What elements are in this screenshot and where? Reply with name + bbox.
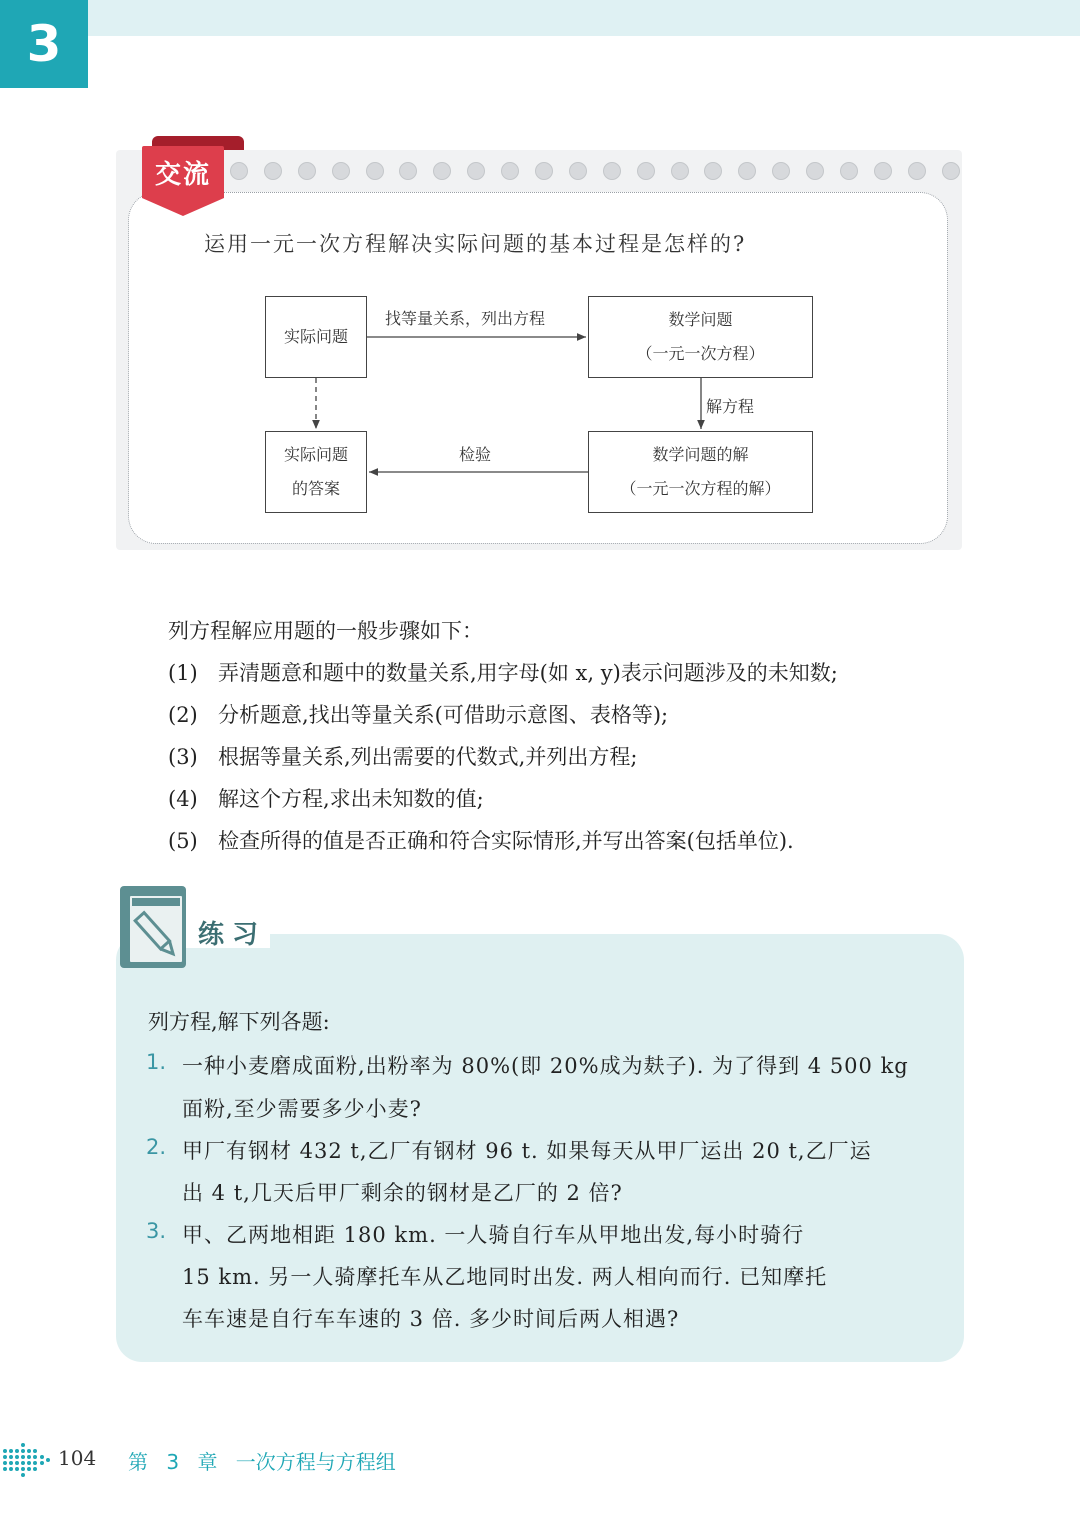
question-3-line: 车车速是自行车车速的 3 倍. 多少时间后两人相遇? xyxy=(182,1307,680,1331)
question-2-number: 2. xyxy=(146,1135,167,1159)
chapter-number-tab: 3 xyxy=(0,0,88,88)
step-number: (1) xyxy=(168,661,198,685)
practice-title: 练习 xyxy=(198,920,267,950)
step-item xyxy=(168,654,1048,696)
box-math-problem-line1: 数学问题 xyxy=(668,310,733,329)
step-number: (3) xyxy=(168,745,198,769)
question-3-line: 15 km. 另一人骑摩托车从乙地同时出发. 两人相向而行. 已知摩托 xyxy=(182,1265,828,1289)
step-item xyxy=(168,822,1048,864)
chapter-footer-label: 第 3 章 一次方程与方程组 xyxy=(128,1450,396,1474)
steps-intro: 列方程解应用题的一般步骤如下： xyxy=(168,619,483,643)
flowchart-arrows xyxy=(0,0,1080,600)
step-number: (2) xyxy=(168,703,198,727)
step-item xyxy=(168,696,1048,738)
dots-decoration-icon xyxy=(2,1442,52,1478)
step-text: 分析题意,找出等量关系(可借助示意图、表格等); xyxy=(218,703,669,727)
question-3-number: 3. xyxy=(146,1219,167,1243)
discussion-tag: 交流 xyxy=(142,146,224,198)
box-math-solution-line1: 数学问题的解 xyxy=(652,445,749,464)
question-1-number: 1. xyxy=(146,1050,167,1074)
arrow-check-label: 检验 xyxy=(459,445,492,464)
step-number: (5) xyxy=(168,829,198,853)
steps-block xyxy=(168,612,1048,864)
box-math-problem-line2: （一元一次方程） xyxy=(636,344,765,363)
step-text: 根据等量关系,列出需要的代数式,并列出方程; xyxy=(218,745,638,769)
notebook-stripe xyxy=(132,898,180,906)
step-text: 弄清题意和题中的数量关系,用字母(如 x, y)表示问题涉及的未知数; xyxy=(218,661,838,685)
step-number: (4) xyxy=(168,787,198,811)
box-real-answer-line2: 的答案 xyxy=(291,479,340,498)
step-item xyxy=(168,738,1048,780)
page-number: 104 xyxy=(58,1446,97,1470)
box-math-solution-line2: （一元一次方程的解） xyxy=(620,479,781,498)
arrow-find-label: 找等量关系，列出方程 xyxy=(385,309,546,328)
question-2-line: 出 4 t,几天后甲厂剩余的钢材是乙厂的 2 倍? xyxy=(182,1181,623,1205)
box-real-problem-label: 实际问题 xyxy=(283,327,348,346)
question-1-line: 一种小麦磨成面粉,出粉率为 80%(即 20%成为麸子). 为了得到 4 500 kg xyxy=(182,1054,909,1078)
pencil-icon xyxy=(132,906,182,962)
arrow-solve-label: 解方程 xyxy=(706,397,755,416)
discussion-question: 运用一元一次方程解决实际问题的基本过程是怎样的? xyxy=(204,232,747,256)
question-1-line: 面粉,至少需要多少小麦? xyxy=(182,1097,422,1121)
question-3-line: 甲、乙两地相距 180 km. 一人骑自行车从甲地出发,每小时骑行 xyxy=(182,1223,805,1247)
step-item xyxy=(168,780,1048,822)
step-text: 解这个方程,求出未知数的值; xyxy=(218,787,484,811)
box-real-answer-line1: 实际问题 xyxy=(283,445,348,464)
step-text: 检查所得的值是否正确和符合实际情形,并写出答案(包括单位). xyxy=(218,829,794,853)
practice-intro: 列方程,解下列各题: xyxy=(148,1010,330,1034)
question-2-line: 甲厂有钢材 432 t,乙厂有钢材 96 t. 如果每天从甲厂运出 20 t,乙厂运 xyxy=(182,1139,872,1163)
